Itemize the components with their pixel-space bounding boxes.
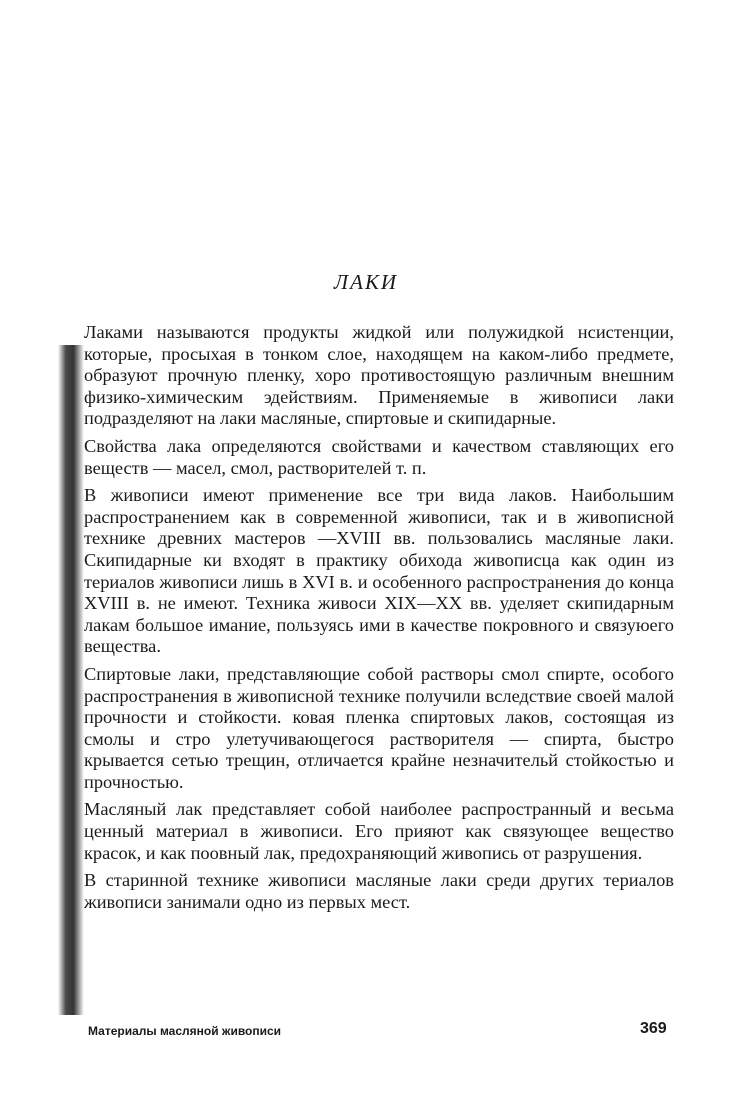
paragraph: В живописи имеют применение все три вида лаков. Наибольшим распространением как в современной живописи, так и в живописной технике древних мастеров —XVIII вв. пользовались масляные лаки. Скипидарные ки входят в практику обихода живописца как один из териалов живописи лишь в XVI в. и особенного распространения до конца XVIII в. не имеют. Техника живоси XIX—XX вв. уделяет скипидарным лакам большое имание, пользуясь ими в качестве покровного и связуюего вещества. [84,485,674,657]
paragraph: В старинной технике живописи масляные лаки среди других териалов живописи занимали одно из первых мест. [84,870,674,912]
body-text [84,322,674,919]
chapter-title: ЛАКИ [333,270,399,294]
running-footer: Материалы масляной живописи [88,1024,282,1038]
paragraph: Масляный лак представляет собой наиболее распространный и весьма ценный материал в живописи. Его прияют как связующее вещество красок, и как поовный лак, предохраняющий живопись от разрушения. [84,799,674,863]
binding-shadow [58,345,84,1015]
paragraph: Лаками называются продукты жидкой или полужидкой нсистенции, которые, просыхая в тонком слое, находящем на каком-либо предмете, образуют прочную пленку, хоро противостоящую различным внешним физико-химическим эдействиям. Применяемые в живописи лаки подразделяют на лаки масляные, спиртовые и скипидарные. [84,322,674,429]
page-number: 369 [640,1020,667,1037]
paragraph: Спиртовые лаки, представляющие собой растворы смол спирте, особого распространения в живописной технике получили вследствие своей малой прочности и стойкости. ковая пленка спиртовых лаков, состоящая из смолы и стро улетучивающегося растворителя — спирта, быстро крывается сетью трещин, отличается крайне незначительй стойкостью и прочностью. [84,663,674,792]
paragraph: Свойства лака определяются свойствами и качеством ставляющих его веществ — масел, смол, растворителей т. п. [84,435,674,478]
